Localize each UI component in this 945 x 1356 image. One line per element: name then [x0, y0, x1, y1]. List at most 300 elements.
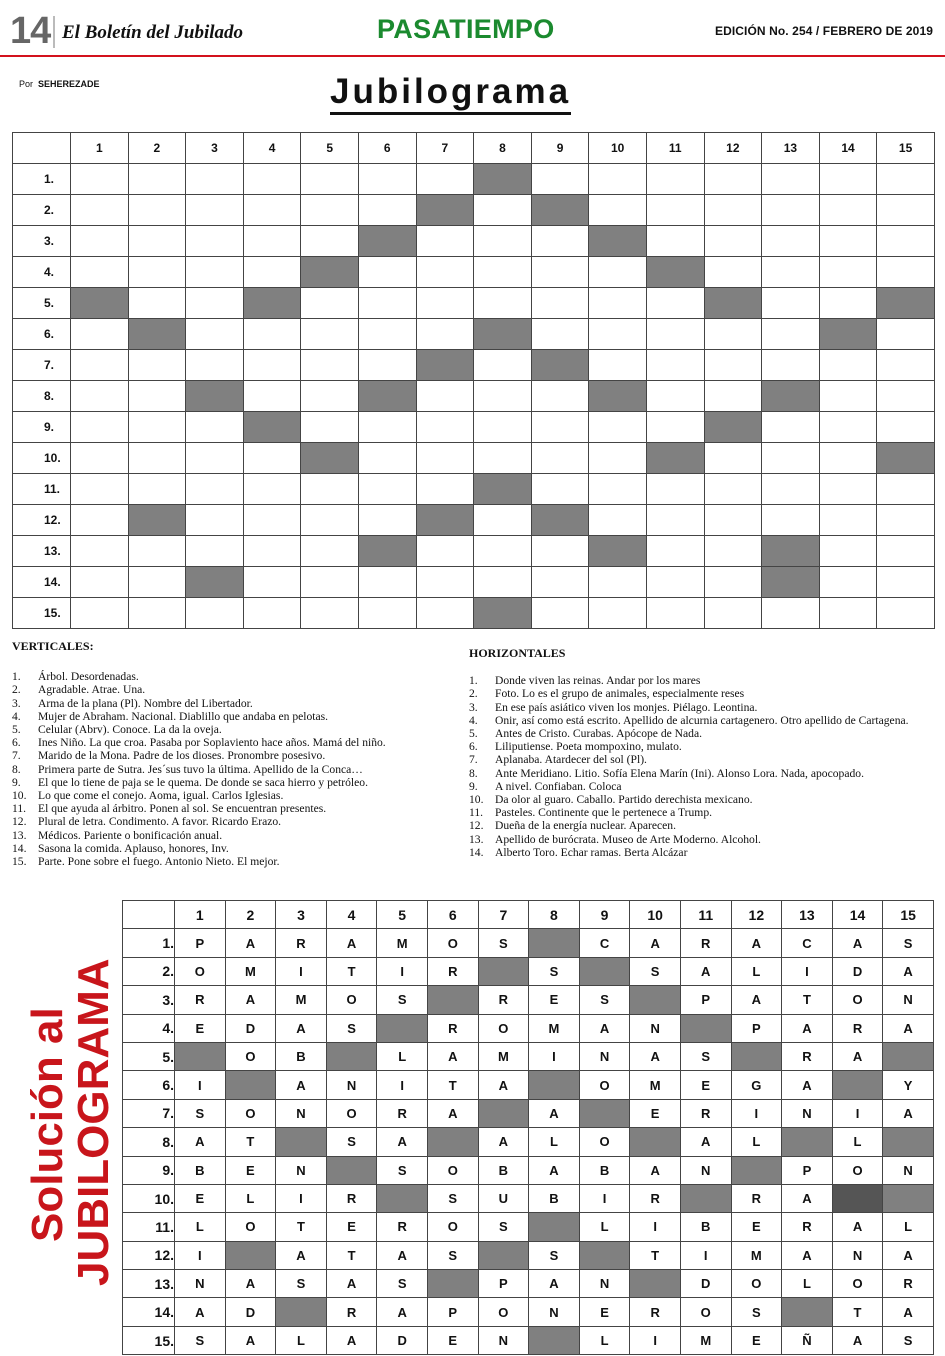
- black-cell: [704, 288, 762, 319]
- answer-cell[interactable]: [877, 195, 935, 226]
- black-cell: [579, 1099, 630, 1127]
- answer-cell[interactable]: [819, 412, 877, 443]
- solution-letter: S: [883, 1326, 934, 1354]
- answer-cell[interactable]: [589, 288, 647, 319]
- clue-item: [12, 789, 452, 802]
- black-cell: [416, 350, 474, 381]
- answer-cell[interactable]: [762, 505, 820, 536]
- column-number: 6: [427, 901, 478, 929]
- answer-cell[interactable]: [301, 536, 359, 567]
- answer-cell[interactable]: [531, 412, 589, 443]
- answer-cell[interactable]: [877, 319, 935, 350]
- answer-cell[interactable]: [71, 350, 129, 381]
- row-number: 11.: [13, 474, 71, 505]
- solution-letter: R: [377, 1099, 428, 1127]
- answer-cell[interactable]: [301, 288, 359, 319]
- column-number: 1: [71, 133, 129, 164]
- grid-row: [123, 1213, 934, 1241]
- answer-cell[interactable]: [474, 195, 532, 226]
- answer-cell[interactable]: [589, 474, 647, 505]
- black-cell: [832, 1184, 883, 1212]
- grid-row: [13, 505, 935, 536]
- answer-cell[interactable]: [762, 443, 820, 474]
- black-cell: [579, 1241, 630, 1269]
- black-cell: [680, 1184, 731, 1212]
- answer-cell[interactable]: [416, 567, 474, 598]
- answer-cell[interactable]: [416, 598, 474, 629]
- answer-cell[interactable]: [762, 598, 820, 629]
- answer-cell[interactable]: [589, 350, 647, 381]
- answer-cell[interactable]: [301, 350, 359, 381]
- answer-cell[interactable]: [186, 226, 244, 257]
- answer-cell[interactable]: [243, 474, 301, 505]
- column-number: 14: [832, 901, 883, 929]
- answer-cell[interactable]: [358, 598, 416, 629]
- answer-cell[interactable]: [531, 257, 589, 288]
- answer-cell[interactable]: [71, 195, 129, 226]
- solution-letter: A: [427, 1099, 478, 1127]
- solution-letter: A: [782, 1184, 833, 1212]
- row-number: 9.: [13, 412, 71, 443]
- solution-letter: R: [478, 986, 529, 1014]
- answer-cell[interactable]: [877, 567, 935, 598]
- answer-cell[interactable]: [819, 226, 877, 257]
- answer-cell[interactable]: [474, 505, 532, 536]
- answer-cell[interactable]: [128, 381, 186, 412]
- column-number: 15: [877, 133, 935, 164]
- answer-cell[interactable]: [646, 381, 704, 412]
- solution-label: [14, 952, 118, 1286]
- answer-cell[interactable]: [416, 443, 474, 474]
- answer-cell[interactable]: [646, 288, 704, 319]
- solution-letter: E: [326, 1213, 377, 1241]
- black-cell: [762, 567, 820, 598]
- solution-letter: A: [731, 929, 782, 957]
- answer-cell[interactable]: [71, 226, 129, 257]
- black-cell: [589, 381, 647, 412]
- black-cell: [529, 929, 580, 957]
- row-number: 12.: [13, 505, 71, 536]
- clue-text: En ese país asiático viven los monjes. Piélago. Leontina.: [495, 700, 758, 714]
- answer-cell[interactable]: [704, 164, 762, 195]
- answer-cell[interactable]: [71, 319, 129, 350]
- answer-cell[interactable]: [71, 443, 129, 474]
- answer-cell[interactable]: [819, 381, 877, 412]
- answer-cell[interactable]: [589, 319, 647, 350]
- answer-cell[interactable]: [186, 350, 244, 381]
- grid-row: [123, 1128, 934, 1156]
- answer-cell[interactable]: [646, 319, 704, 350]
- answer-cell[interactable]: [704, 443, 762, 474]
- answer-cell[interactable]: [762, 474, 820, 505]
- answer-cell[interactable]: [243, 567, 301, 598]
- answer-cell[interactable]: [128, 288, 186, 319]
- answer-cell[interactable]: [186, 474, 244, 505]
- answer-cell[interactable]: [531, 226, 589, 257]
- answer-cell[interactable]: [358, 164, 416, 195]
- answer-cell[interactable]: [243, 443, 301, 474]
- header-rule: [0, 55, 945, 57]
- grid-row: [13, 474, 935, 505]
- answer-cell[interactable]: [186, 164, 244, 195]
- column-number: 9: [579, 901, 630, 929]
- answer-cell[interactable]: [646, 474, 704, 505]
- answer-cell[interactable]: [128, 257, 186, 288]
- answer-cell[interactable]: [762, 226, 820, 257]
- answer-cell[interactable]: [301, 567, 359, 598]
- answer-cell[interactable]: [243, 505, 301, 536]
- answer-cell[interactable]: [128, 226, 186, 257]
- answer-cell[interactable]: [358, 505, 416, 536]
- solution-letter: M: [630, 1071, 681, 1099]
- row-number: 1.: [123, 929, 175, 957]
- black-cell: [427, 1270, 478, 1298]
- solution-letter: R: [883, 1270, 934, 1298]
- answer-cell[interactable]: [186, 598, 244, 629]
- crossword-grid[interactable]: [12, 132, 935, 629]
- answer-cell[interactable]: [704, 350, 762, 381]
- answer-cell[interactable]: [819, 164, 877, 195]
- answer-cell[interactable]: [646, 536, 704, 567]
- solution-letter: O: [427, 1156, 478, 1184]
- row-number: 8.: [123, 1128, 175, 1156]
- answer-cell[interactable]: [416, 381, 474, 412]
- answer-cell[interactable]: [301, 319, 359, 350]
- answer-cell[interactable]: [71, 474, 129, 505]
- solution-letter: R: [782, 1042, 833, 1070]
- answer-cell[interactable]: [71, 412, 129, 443]
- answer-cell[interactable]: [531, 443, 589, 474]
- clue-text: Alberto Toro. Echar ramas. Berta Alcázar: [495, 845, 688, 859]
- answer-cell[interactable]: [358, 195, 416, 226]
- answer-cell[interactable]: [819, 288, 877, 319]
- answer-cell[interactable]: [877, 598, 935, 629]
- answer-cell[interactable]: [646, 412, 704, 443]
- answer-cell[interactable]: [358, 350, 416, 381]
- answer-cell[interactable]: [416, 319, 474, 350]
- solution-letter: N: [782, 1099, 833, 1127]
- answer-cell[interactable]: [877, 350, 935, 381]
- answer-cell[interactable]: [704, 567, 762, 598]
- answer-cell[interactable]: [646, 598, 704, 629]
- answer-cell[interactable]: [819, 536, 877, 567]
- answer-cell[interactable]: [301, 164, 359, 195]
- answer-cell[interactable]: [474, 443, 532, 474]
- answer-cell[interactable]: [819, 350, 877, 381]
- answer-cell[interactable]: [531, 381, 589, 412]
- answer-cell[interactable]: [301, 505, 359, 536]
- answer-cell[interactable]: [877, 257, 935, 288]
- answer-cell[interactable]: [474, 412, 532, 443]
- answer-cell[interactable]: [186, 257, 244, 288]
- answer-cell[interactable]: [301, 474, 359, 505]
- answer-cell[interactable]: [589, 505, 647, 536]
- solution-letter: I: [680, 1241, 731, 1269]
- answer-cell[interactable]: [762, 412, 820, 443]
- column-number: 13: [762, 133, 820, 164]
- answer-cell[interactable]: [416, 412, 474, 443]
- answer-cell[interactable]: [762, 319, 820, 350]
- answer-cell[interactable]: [186, 195, 244, 226]
- answer-cell[interactable]: [646, 567, 704, 598]
- solution-letter: N: [832, 1241, 883, 1269]
- clue-number: 6.: [469, 740, 478, 754]
- answer-cell[interactable]: [877, 412, 935, 443]
- answer-cell[interactable]: [71, 257, 129, 288]
- answer-cell[interactable]: [128, 350, 186, 381]
- column-number: 8: [474, 133, 532, 164]
- clue-text: Médicos. Pariente o bonificación anual.: [38, 828, 223, 842]
- answer-cell[interactable]: [762, 195, 820, 226]
- answer-cell[interactable]: [358, 257, 416, 288]
- answer-cell[interactable]: [186, 536, 244, 567]
- answer-cell[interactable]: [646, 350, 704, 381]
- solution-label-graphic: [14, 952, 118, 1286]
- clue-text: Mujer de Abraham. Nacional. Diablillo que andaba en pelotas.: [38, 709, 329, 723]
- answer-cell[interactable]: [416, 257, 474, 288]
- row-number: 6.: [13, 319, 71, 350]
- row-number: 10.: [13, 443, 71, 474]
- clue-number: 13.: [469, 832, 484, 846]
- answer-cell[interactable]: [71, 164, 129, 195]
- answer-cell[interactable]: [474, 257, 532, 288]
- answer-cell[interactable]: [762, 257, 820, 288]
- black-cell: [680, 1014, 731, 1042]
- answer-cell[interactable]: [243, 164, 301, 195]
- clue-number: 1.: [469, 674, 478, 688]
- black-cell: [276, 1128, 327, 1156]
- answer-cell[interactable]: [186, 505, 244, 536]
- column-number: 10: [630, 901, 681, 929]
- solution-letter: B: [478, 1156, 529, 1184]
- answer-cell[interactable]: [704, 195, 762, 226]
- solution-letter: L: [529, 1128, 580, 1156]
- black-cell: [474, 164, 532, 195]
- answer-cell[interactable]: [243, 226, 301, 257]
- solution-letter: A: [782, 1071, 833, 1099]
- solution-letter: T: [427, 1071, 478, 1099]
- answer-cell[interactable]: [243, 381, 301, 412]
- answer-cell[interactable]: [762, 350, 820, 381]
- answer-cell[interactable]: [186, 443, 244, 474]
- black-cell: [646, 443, 704, 474]
- answer-cell[interactable]: [646, 505, 704, 536]
- answer-cell[interactable]: [704, 257, 762, 288]
- solution-letter: S: [478, 929, 529, 957]
- answer-cell[interactable]: [358, 567, 416, 598]
- answer-cell[interactable]: [301, 226, 359, 257]
- solution-letter: I: [579, 1184, 630, 1212]
- solution-letter: L: [579, 1326, 630, 1354]
- column-number: 15: [883, 901, 934, 929]
- black-cell: [782, 1128, 833, 1156]
- answer-cell[interactable]: [589, 567, 647, 598]
- answer-cell[interactable]: [589, 443, 647, 474]
- page-number: 14: [10, 10, 51, 52]
- answer-cell[interactable]: [243, 195, 301, 226]
- answer-cell[interactable]: [128, 412, 186, 443]
- column-number: 2: [128, 133, 186, 164]
- solution-letter: L: [731, 957, 782, 985]
- answer-cell[interactable]: [589, 195, 647, 226]
- answer-cell[interactable]: [877, 536, 935, 567]
- solution-letter: T: [326, 1241, 377, 1269]
- answer-cell[interactable]: [71, 536, 129, 567]
- clue-text: Agradable. Atrae. Una.: [38, 683, 146, 697]
- answer-cell[interactable]: [186, 319, 244, 350]
- answer-cell[interactable]: [358, 474, 416, 505]
- answer-cell[interactable]: [243, 319, 301, 350]
- solution-letter: N: [579, 1042, 630, 1070]
- answer-cell[interactable]: [646, 164, 704, 195]
- answer-cell[interactable]: [416, 536, 474, 567]
- column-number: 8: [529, 901, 580, 929]
- solution-letter: D: [225, 1014, 276, 1042]
- answer-cell[interactable]: [358, 319, 416, 350]
- row-number: 13.: [13, 536, 71, 567]
- answer-cell[interactable]: [589, 412, 647, 443]
- answer-cell[interactable]: [301, 598, 359, 629]
- answer-cell[interactable]: [704, 598, 762, 629]
- answer-cell[interactable]: [186, 412, 244, 443]
- answer-cell[interactable]: [358, 288, 416, 319]
- solution-letter: A: [832, 1326, 883, 1354]
- black-cell: [478, 1099, 529, 1127]
- answer-cell[interactable]: [531, 319, 589, 350]
- answer-cell[interactable]: [877, 474, 935, 505]
- grid-row: [13, 536, 935, 567]
- answer-cell[interactable]: [819, 598, 877, 629]
- answer-cell[interactable]: [358, 412, 416, 443]
- black-cell: [358, 536, 416, 567]
- answer-cell[interactable]: [704, 505, 762, 536]
- answer-cell[interactable]: [301, 412, 359, 443]
- answer-cell[interactable]: [474, 350, 532, 381]
- answer-cell[interactable]: [474, 536, 532, 567]
- answer-cell[interactable]: [704, 319, 762, 350]
- row-number: 5.: [13, 288, 71, 319]
- answer-cell[interactable]: [128, 598, 186, 629]
- answer-cell[interactable]: [819, 474, 877, 505]
- answer-cell[interactable]: [71, 505, 129, 536]
- black-cell: [301, 257, 359, 288]
- black-cell: [579, 957, 630, 985]
- answer-cell[interactable]: [128, 474, 186, 505]
- answer-cell[interactable]: [762, 164, 820, 195]
- answer-cell[interactable]: [243, 598, 301, 629]
- row-number: 6.: [123, 1071, 175, 1099]
- answer-cell[interactable]: [128, 164, 186, 195]
- answer-cell[interactable]: [128, 567, 186, 598]
- solution-letter: E: [225, 1156, 276, 1184]
- answer-cell[interactable]: [416, 288, 474, 319]
- answer-cell[interactable]: [646, 226, 704, 257]
- clue-text: Parte. Pone sobre el fuego. Antonio Nieto. El mejor.: [38, 855, 280, 869]
- answer-cell[interactable]: [704, 226, 762, 257]
- solution-letter: I: [377, 1071, 428, 1099]
- answer-cell[interactable]: [877, 164, 935, 195]
- clue-number: 14.: [12, 841, 27, 855]
- answer-cell[interactable]: [704, 536, 762, 567]
- answer-cell[interactable]: [531, 164, 589, 195]
- black-cell: [474, 319, 532, 350]
- clue-item: [12, 776, 452, 789]
- answer-cell[interactable]: [243, 350, 301, 381]
- column-number: 4: [243, 133, 301, 164]
- answer-cell[interactable]: [819, 443, 877, 474]
- black-cell: [358, 381, 416, 412]
- solution-letter: T: [276, 1213, 327, 1241]
- grid-row: [13, 319, 935, 350]
- grid-row: [123, 1326, 934, 1354]
- answer-cell[interactable]: [474, 226, 532, 257]
- clue-number: 1.: [12, 670, 21, 684]
- answer-cell[interactable]: [71, 598, 129, 629]
- answer-cell[interactable]: [877, 381, 935, 412]
- answer-cell[interactable]: [819, 195, 877, 226]
- answer-cell[interactable]: [877, 226, 935, 257]
- row-number: 11.: [123, 1213, 175, 1241]
- answer-cell[interactable]: [531, 536, 589, 567]
- answer-cell[interactable]: [128, 536, 186, 567]
- answer-cell[interactable]: [186, 288, 244, 319]
- solution-letter: A: [326, 929, 377, 957]
- black-cell: [474, 474, 532, 505]
- answer-cell[interactable]: [531, 567, 589, 598]
- clue-text: Lo que come el conejo. Aoma, igual. Carlos Iglesias.: [38, 789, 284, 803]
- answer-cell[interactable]: [819, 505, 877, 536]
- answer-cell[interactable]: [416, 474, 474, 505]
- answer-cell[interactable]: [416, 226, 474, 257]
- answer-cell[interactable]: [474, 567, 532, 598]
- answer-cell[interactable]: [819, 257, 877, 288]
- answer-cell[interactable]: [243, 257, 301, 288]
- solution-letter: A: [427, 1042, 478, 1070]
- answer-cell[interactable]: [589, 598, 647, 629]
- answer-cell[interactable]: [704, 474, 762, 505]
- answer-cell[interactable]: [301, 381, 359, 412]
- solution-letter: A: [630, 1042, 681, 1070]
- answer-cell[interactable]: [589, 257, 647, 288]
- answer-cell[interactable]: [243, 536, 301, 567]
- answer-cell[interactable]: [358, 443, 416, 474]
- answer-cell[interactable]: [301, 195, 359, 226]
- solution-letter: P: [680, 986, 731, 1014]
- answer-cell[interactable]: [474, 288, 532, 319]
- black-cell: [529, 1213, 580, 1241]
- answer-cell[interactable]: [531, 474, 589, 505]
- answer-cell[interactable]: [819, 567, 877, 598]
- column-number: 3: [186, 133, 244, 164]
- solution-letter: A: [175, 1128, 226, 1156]
- answer-cell[interactable]: [474, 381, 532, 412]
- answer-cell[interactable]: [704, 381, 762, 412]
- answer-cell[interactable]: [71, 567, 129, 598]
- solution-letter: O: [427, 1213, 478, 1241]
- answer-cell[interactable]: [416, 164, 474, 195]
- answer-cell[interactable]: [646, 195, 704, 226]
- solution-letter: A: [529, 1270, 580, 1298]
- answer-cell[interactable]: [128, 195, 186, 226]
- answer-cell[interactable]: [877, 505, 935, 536]
- answer-cell[interactable]: [531, 288, 589, 319]
- answer-cell[interactable]: [589, 164, 647, 195]
- black-cell: [731, 1156, 782, 1184]
- answer-cell[interactable]: [531, 598, 589, 629]
- answer-cell[interactable]: [128, 443, 186, 474]
- answer-cell[interactable]: [762, 288, 820, 319]
- answer-cell[interactable]: [71, 381, 129, 412]
